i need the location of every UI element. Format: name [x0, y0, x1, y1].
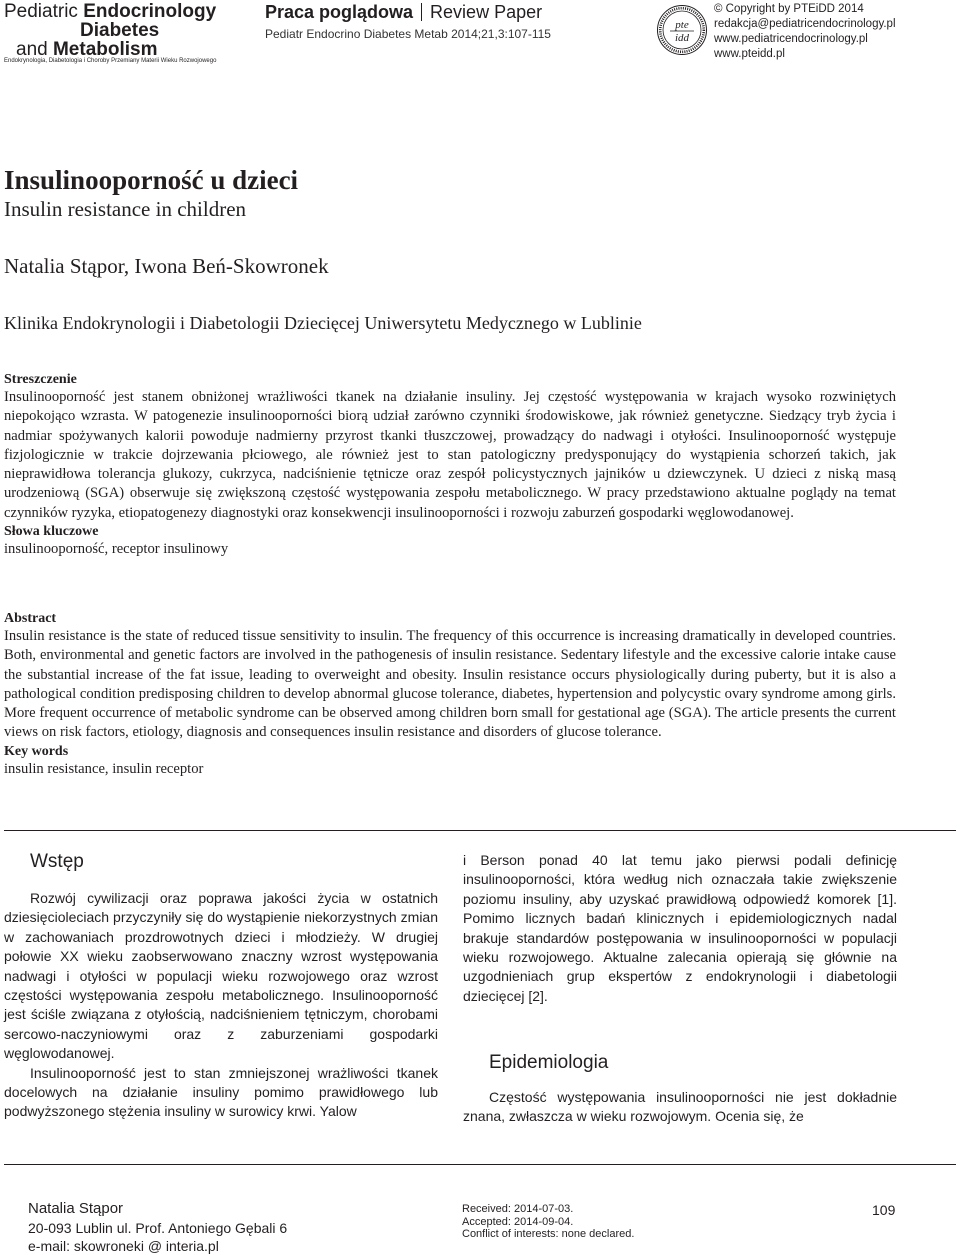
- copyright: © Copyright by PTEiDD 2014: [714, 3, 864, 15]
- journal-contact: [714, 2, 896, 62]
- body-column-right: [463, 851, 897, 1006]
- article-title-pl: Insulinooporność u dzieci: [4, 165, 299, 195]
- paper-type: [265, 2, 542, 23]
- abstract-divider: [4, 830, 956, 831]
- article-dates: [462, 1203, 634, 1241]
- correspondence: [28, 1200, 287, 1255]
- logo-text-bottom: idd: [674, 32, 690, 44]
- article-title-en: Insulin resistance in children: [4, 197, 247, 221]
- conflict-of-interests: Conflict of interests: none declared.: [462, 1228, 635, 1240]
- abstract-pl: [4, 372, 896, 559]
- editorial-email[interactable]: redakcja@pediatricendocrinology.pl: [714, 18, 896, 30]
- keywords-en-heading: Key words: [4, 743, 69, 759]
- paper-type-pl: Praca poglądowa: [265, 2, 414, 22]
- accepted-date: Accepted: 2014-09-04.: [462, 1215, 574, 1228]
- article-authors: Natalia Stąpor, Iwona Beń-Skowronek: [4, 254, 329, 278]
- abstract-en-text: Insulin resistance is the state of reduced tissue sensitivity to insulin. The frequency of this occurrence is increasing dramatically in developed countries. Both, environmental and genetic factors are involved in the pathogenesis of insulin resistance. Sedentary lifestyle and the excessive calorie intake cause the substantial increase of the fat issue, leading to overweight and obesity. Insulin resistance occurs physiologically during puberty, but it is also a pathological condition predisposing children to develop abnormal glucose tolerance, diabetes, hypertension and polycystic ovary syndrome among girls. More frequent occurrence of metabolic syndrome can be observed among children born small for gestational age (SGA). The article presents the current views on risk factors, etiology, diagnosis and consequences insulin resistance and disorders of glucose tolerance.: [4, 628, 896, 741]
- abstract-en-heading: Abstract: [4, 611, 57, 626]
- section-heading-introduction: Wstęp: [30, 851, 84, 872]
- abstract-pl-text: Insulinooporność jest stanem obniżonej wrażliwości tkanek na działanie insuliny. Jej częstość występowania w krajach wysoko rozwiniętych niepokojąco wzrasta. W patogenezie insulinooporności biorą udział zarówno czynniki środowiskowe, jak również genetyczne. Siedzący tryb życia i nadmiar spożywanych kalorii powoduje nadmierny przyrost tkanki tłuszczowej, prowadzący do nadwagi i otyłości. Insulinooporność występuje fizjologicznie w trakcie dojrzewania płciowego, ale również jest to stan patologiczny predysponujący do wystąpienia schorzeń takich, jak nieprawidłowa tolerancja glukozy, cukrzyca, nadciśnienie tętnicze oraz zespół policystycznych jajników u dziewczynek. U dzieci z niską masą urodzeniową (SGA) obserwuje się zwiększoną częstość występowania zespołu metabolicznego. W pracy przedstawiono aktualne poglądy na temat czynników ryzyka, etiopatogenezy diagnostyki oraz konsekwencji insulinooporności i rozwoju zaburzeń gospodarki węglowodanowej.: [4, 389, 896, 521]
- page-number: 109: [872, 1202, 896, 1218]
- correspondence-name: Natalia Stąpor: [28, 1200, 124, 1217]
- abstract-en: [4, 611, 896, 779]
- section-heading-epidemiology: Epidemiologia: [489, 1052, 609, 1073]
- footer-divider: [4, 1164, 956, 1165]
- journal-name-line2: Diabetes: [80, 20, 160, 41]
- introduction-continued: i Berson ponad 40 lat temu jako pierwsi podali definicję insulinooporności, która według nich oznaczała takie zwiększenie poziomu insuliny, aby uzyskać prawidłową odpowiedź komorek [1]. Pomimo licznych badań klinicznych i epidemiologicznych nadal brakuje standardów postępowania w insulinooporności w populacji wieku rozwojowego. Aktualne zalecania opierają się głównie na uzgodnieniach grup ekspertów z endokrynologii i diabetologii dziecięcej [2].: [463, 852, 897, 1004]
- body-column-left: [4, 889, 438, 1122]
- pteidd-logo-icon: [656, 4, 708, 56]
- journal-subtitle: Endokrynologia, Diabetologia i Choroby Przemiany Materii Wieku Rozwojowego: [4, 58, 217, 64]
- introduction-paragraph-2: Insulinooporność jest to stan zmniejszonej wrażliwości tkanek docelowych na działanie insuliny pomimo prawidłowego lub podwyższonego stężenia insuliny w surowicy krwi. Yalow: [4, 1064, 438, 1120]
- paper-type-divider: [421, 3, 422, 21]
- epidemiology-block: [463, 1088, 897, 1127]
- correspondence-email[interactable]: e-mail: skowroneki @ interia.pl: [28, 1238, 219, 1254]
- article-affiliation: Klinika Endokrynologii i Diabetologii Dziecięcej Uniwersytetu Medycznego w Lublinie: [4, 313, 642, 333]
- keywords-pl: insulinooporność, receptor insulinowy: [4, 541, 229, 558]
- citation: Pediatr Endocrino Diabetes Metab 2014;21,3:107-115: [265, 27, 551, 41]
- epidemiology-paragraph-1: Częstość występowania insulinooporności nie jest dokładnie znana, zwłaszcza w wieku rozwojowym. Ocenia się, że: [463, 1089, 897, 1125]
- journal-name-line1: Pediatric Endocrinology: [4, 1, 217, 22]
- abstract-pl-heading: Streszczenie: [4, 372, 77, 387]
- journal-name-line3: and Metabolism: [16, 39, 158, 60]
- keywords-en: insulin resistance, insulin receptor: [4, 760, 204, 777]
- introduction-paragraph-1: Rozwój cywilizacji oraz poprawa jakości życia w ostatnich dziesięcioleciach przyczyniły się do wystąpienie niekorzystnych zmian w zachowaniach prozdrowotnych dzieci i młodzieży. W drugiej połowie XX wieku zaobserwowano znaczny wzrost występowania nadwagi i otyłości w populacji wieku rozwojowego oraz wzrost częstości występowania zespołu metabolicznego. Insulinooporność jest ściśle związana z otyłością, nadciśnieniem tętniczym, chorobami sercowo-naczyniowymi oraz z zaburzeniami gospodarki węglowodanowej.: [4, 890, 438, 1062]
- journal-website[interactable]: www.pediatricendocrinology.pl: [714, 33, 868, 45]
- society-website[interactable]: www.pteidd.pl: [714, 48, 785, 60]
- journal-name: [4, 2, 234, 59]
- correspondence-address: 20-093 Lublin ul. Prof. Antoniego Gębali 6: [28, 1220, 288, 1236]
- received-date: Received: 2014-07-03.: [462, 1203, 574, 1215]
- paper-type-en: Review Paper: [430, 2, 543, 22]
- keywords-pl-heading: Słowa kluczowe: [4, 524, 99, 540]
- logo-text-top: pte: [675, 19, 689, 31]
